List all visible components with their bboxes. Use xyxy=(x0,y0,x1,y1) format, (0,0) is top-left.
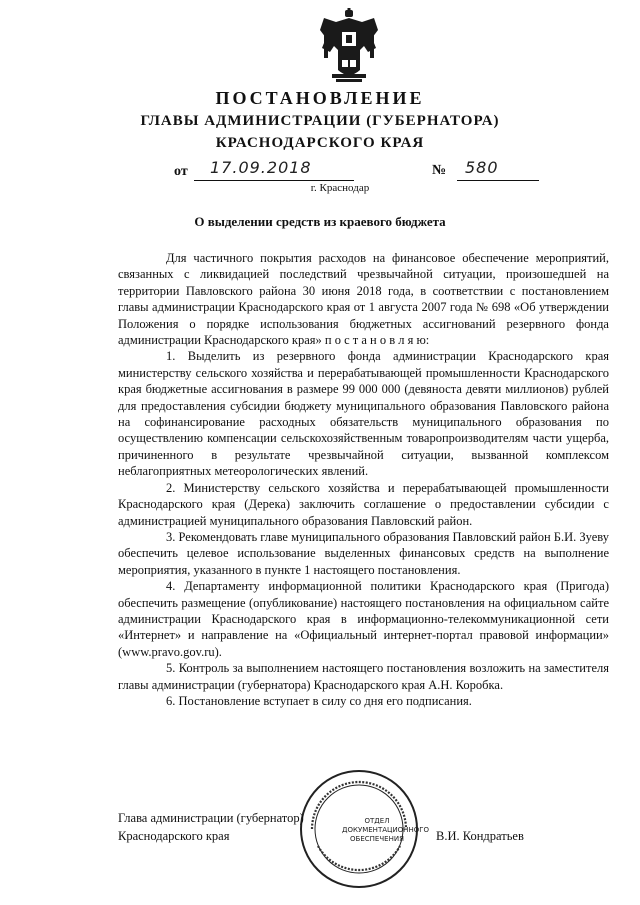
date-number-line xyxy=(174,160,554,182)
clause-paragraph: 4. Департаменту информационной политики Краснодарского края (Пригода) обеспечить размещение (опубликование) настоящего постановления на официальном сайте администрации Краснодарского края в информационно-телекоммуникационной сети «Интернет» и направление на «Официальный интернет-портал правовой информации» (www.pravo.gov.ru). xyxy=(118,579,609,659)
signatory-title-line2: Краснодарского края xyxy=(118,829,230,843)
preamble-paragraph: Для частичного покрытия расходов на финансовое обеспечение мероприятий, связанных с ликвидацией последствий чрезвычайной ситуации, произошедшей на территории Павловского района 30 июня 2018 года, в соответствии с постановлением главы администрации Краснодарского края от 1 августа 2007 года № 698 «Об утверждении Положения о порядке использования бюджетных ассигнований резервного фонда администрации Краснодарского края» п о с т а н о в л я ю: xyxy=(118,251,609,348)
clause-paragraph: 2. Министерству сельского хозяйства и перерабатывающей промышленности Краснодарского края (Дерека) заключить соглашение о предоставлении субсидии с администрацией муниципального образования Павловский район. xyxy=(118,480,609,528)
clause-paragraph: 3. Рекомендовать главе муниципального образования Павловский район Б.И. Зуеву обеспечить целевое использование выделенных финансовых средств на выполнение мероприятия, указанного в пункте 1 настоящего постановления. xyxy=(118,529,609,577)
document-body xyxy=(118,250,609,709)
date-field xyxy=(194,160,354,181)
signature-block xyxy=(118,809,609,849)
stamp-text-line: ОБЕСПЕЧЕНИЯ xyxy=(350,835,404,843)
signatory-title-line1: Глава администрации (губернатор) xyxy=(118,811,304,825)
number-field xyxy=(457,160,539,181)
document-type-heading: ПОСТАНОВЛЕНИЕ xyxy=(215,88,425,108)
issuer-heading: ГЛАВЫ АДМИНИСТРАЦИИ (ГУБЕРНАТОРА) xyxy=(140,113,500,129)
stamp-text-line: ОТДЕЛ xyxy=(364,817,390,825)
signatory-name: В.И. Кондратьев xyxy=(436,829,524,843)
number-label: № xyxy=(432,163,447,178)
handwritten-date: 17.09.2018 xyxy=(210,158,312,177)
clause-paragraph: 1. Выделить из резервного фонда администрации Краснодарского края министерству сельского хозяйства и перерабатывающей промышленности Краснодарского края бюджетные ассигнования в размере 99 000 000 (девяноста девяти миллионов) рублей для предоставления субсидии бюджету муниципального образования Павловского района на софинансирование расходных обязательств муниципального образования по осуществлению компенсации сельскохозяйственным товаропроизводителям части ущерба, причиненного в результате чрезвычайной ситуации, вызванной комплексом неблагоприятных метеорологических явлений. xyxy=(118,349,609,479)
coat-of-arms-emblem xyxy=(318,8,380,84)
city-label: г. Краснодар xyxy=(310,182,370,194)
clause-paragraph: 6. Постановление вступает в силу со дня его подписания. xyxy=(166,693,472,708)
date-prefix-label: от xyxy=(174,164,188,179)
document-title: О выделении средств из краевого бюджета xyxy=(194,214,446,229)
handwritten-number: 580 xyxy=(465,158,499,177)
clause-paragraph: 5. Контроль за выполнением настоящего постановления возложить на заместителя главы администрации (губернатора) Краснодарского края А.Н. Коробка. xyxy=(118,661,609,692)
stamp-text-line: ДОКУМЕНТАЦИОННОГО xyxy=(342,826,430,834)
region-heading: КРАСНОДАРСКОГО КРАЯ xyxy=(215,135,425,151)
